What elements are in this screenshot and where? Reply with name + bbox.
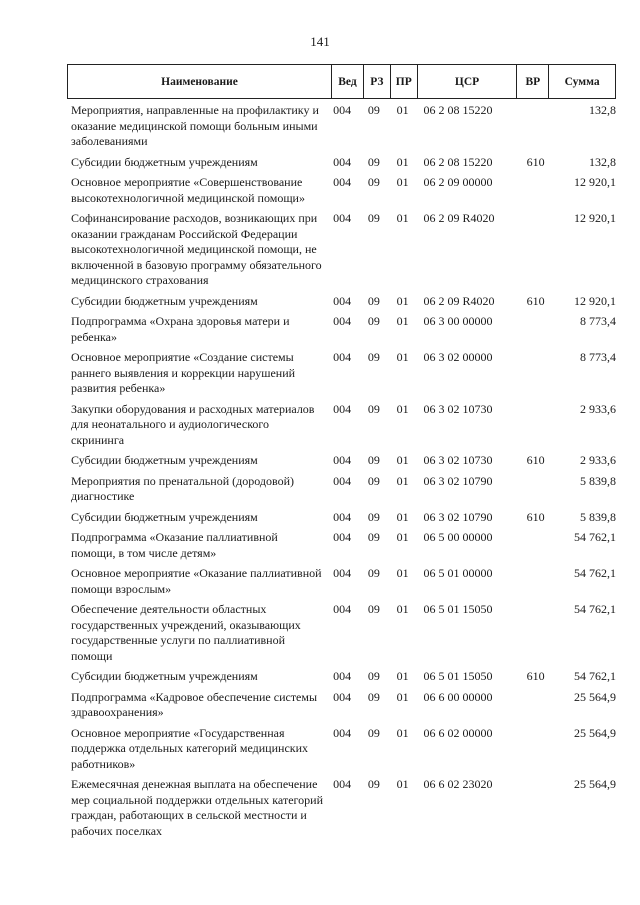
table-row	[71, 314, 616, 345]
cell-pr: 01	[396, 777, 409, 791]
table-row	[71, 474, 616, 505]
cell-pr: 01	[396, 453, 409, 467]
cell-vr	[527, 726, 557, 773]
cell-csr: 06 3 02 10790	[423, 473, 493, 488]
cell-sum: 5 839,8	[580, 509, 616, 524]
cell-csr: 06 2 09 R4020	[423, 211, 495, 225]
table-row	[71, 453, 616, 469]
cell-ved: 004	[333, 453, 352, 467]
cell-vr	[527, 211, 557, 289]
cell-csr: 06 3 02 10730	[423, 401, 493, 416]
cell-ved: 004	[333, 509, 352, 524]
cell-ved: 004	[333, 401, 352, 416]
header-ved: Вед	[332, 65, 364, 98]
cell-rz: 09	[367, 154, 380, 169]
cell-csr: 06 6 02 23020	[423, 777, 493, 791]
cell-pr: 01	[396, 602, 409, 616]
cell-ved: 004	[333, 530, 352, 544]
cell-name: Субсидии бюджетным учреждениям	[71, 509, 258, 524]
cell-name: Субсидии бюджетным учреждениям	[71, 669, 258, 683]
table-row	[71, 602, 616, 664]
cell-sum: 54 762,1	[574, 602, 616, 616]
header-pr: ПР	[391, 65, 418, 98]
cell-ved: 004	[333, 103, 352, 117]
cell-vr	[527, 566, 557, 597]
cell-name: Подпрограмма «Оказание паллиативной помощи, в том числе детям»	[71, 530, 278, 560]
cell-ved: 004	[333, 566, 352, 580]
cell-rz: 09	[367, 175, 380, 189]
cell-vr	[527, 314, 557, 345]
cell-csr: 06 2 08 15220	[423, 154, 493, 169]
cell-pr: 01	[396, 175, 409, 189]
cell-pr: 01	[396, 103, 409, 117]
cell-vr: 610	[526, 453, 545, 467]
cell-ved: 004	[333, 689, 352, 704]
cell-name: Закупки оборудования и расходных материалов для неонатального и аудиологического скрининга	[71, 401, 315, 447]
table-row	[71, 402, 616, 449]
cell-csr: 06 6 00 00000	[423, 689, 493, 704]
cell-sum: 12 920,1	[574, 293, 616, 308]
header-name: Наименование	[68, 65, 332, 98]
cell-pr: 01	[396, 725, 409, 740]
cell-csr: 06 2 09 00000	[423, 175, 493, 189]
cell-ved: 004	[333, 602, 352, 616]
cell-vr	[527, 530, 557, 561]
cell-rz: 09	[367, 602, 380, 616]
cell-sum: 2 933,6	[580, 401, 616, 416]
table-row	[71, 294, 616, 310]
cell-ved: 004	[333, 777, 352, 791]
table-row	[71, 669, 616, 685]
cell-ved: 004	[333, 154, 352, 169]
cell-name: Основное мероприятие «Совершенствование высокотехнологичной медицинской помощи»	[71, 175, 305, 205]
table-row	[71, 350, 616, 397]
cell-vr: 610	[526, 669, 545, 683]
cell-name: Основное мероприятие «Оказание паллиативной помощи взрослым»	[71, 566, 322, 596]
cell-name: Субсидии бюджетным учреждениям	[71, 453, 258, 467]
cell-sum: 132,8	[589, 154, 616, 169]
cell-csr: 06 3 00 00000	[423, 314, 493, 328]
cell-csr: 06 3 02 00000	[423, 350, 493, 364]
cell-name: Мероприятия, направленные на профилактику и оказание медицинской помощи больным иными заболеваниями	[71, 103, 319, 148]
header-sum: Сумма	[564, 75, 600, 88]
cell-pr: 01	[396, 566, 409, 580]
cell-vr: 610	[526, 509, 545, 524]
cell-rz: 09	[367, 509, 380, 524]
cell-sum: 54 762,1	[574, 530, 616, 544]
table-row	[71, 175, 616, 206]
cell-ved: 004	[333, 350, 352, 364]
table-row	[71, 211, 616, 289]
cell-sum: 54 762,1	[574, 669, 616, 683]
cell-rz: 09	[367, 453, 380, 467]
header-rz: РЗ	[364, 65, 391, 98]
table-row	[71, 510, 616, 526]
cell-ved: 004	[333, 669, 352, 683]
cell-ved: 004	[333, 293, 352, 308]
cell-name: Основное мероприятие «Создание системы раннего выявления и коррекции нарушений развития ребенка»	[71, 350, 296, 395]
cell-name: Субсидии бюджетным учреждениям	[71, 293, 258, 308]
cell-csr: 06 5 01 00000	[423, 566, 493, 580]
cell-vr	[527, 777, 557, 839]
cell-rz: 09	[367, 669, 380, 683]
cell-rz: 09	[367, 566, 380, 580]
cell-name: Подпрограмма «Кадровое обеспечение системы здравоохранения»	[71, 689, 318, 719]
cell-sum: 5 839,8	[580, 473, 616, 488]
cell-csr: 06 5 01 15050	[423, 602, 493, 616]
cell-pr: 01	[396, 689, 409, 704]
cell-pr: 01	[396, 530, 409, 544]
table-row	[71, 777, 616, 839]
cell-sum: 8 773,4	[580, 314, 616, 328]
cell-rz: 09	[367, 689, 380, 704]
cell-vr: 610	[526, 154, 545, 169]
cell-name: Ежемесячная денежная выплата на обеспечение мер социальной поддержки отдельных категорий граждан, работающих в сельской местности и рабочих поселках	[71, 777, 323, 838]
cell-name: Софинансирование расходов, возникающих при оказании гражданам Российской Федерации высокотехнологичной медицинской помощи, не включенной в базовую программу обязательного медицинского страхования	[71, 211, 322, 287]
cell-name: Подпрограмма «Охрана здоровья матери и ребенка»	[71, 314, 290, 344]
cell-rz: 09	[367, 401, 380, 416]
cell-vr	[527, 350, 557, 397]
cell-name: Субсидии бюджетным учреждениям	[71, 154, 258, 169]
cell-sum: 12 920,1	[574, 175, 616, 189]
cell-vr	[527, 690, 557, 721]
table-row	[71, 726, 616, 773]
cell-rz: 09	[367, 211, 380, 225]
cell-pr: 01	[396, 473, 409, 488]
cell-pr: 01	[396, 669, 409, 683]
table-row	[71, 103, 616, 150]
cell-vr	[527, 175, 557, 206]
table-header	[67, 64, 616, 99]
header-vr: ВР	[517, 65, 549, 98]
cell-csr: 06 6 02 00000	[423, 725, 493, 740]
table-row	[71, 690, 616, 721]
cell-csr: 06 2 09 R4020	[423, 293, 495, 308]
cell-sum: 25 564,9	[574, 725, 616, 740]
cell-ved: 004	[333, 314, 352, 328]
cell-sum: 132,8	[589, 103, 616, 117]
table-row	[71, 530, 616, 561]
cell-rz: 09	[367, 530, 380, 544]
cell-pr: 01	[396, 350, 409, 364]
cell-name: Мероприятия по пренатальной (дородовой) диагностике	[71, 473, 294, 503]
cell-pr: 01	[396, 293, 409, 308]
cell-csr: 06 5 00 00000	[423, 530, 493, 544]
cell-name: Основное мероприятие «Государственная поддержка отдельных категорий медицинских работников»	[71, 725, 309, 771]
table-row	[71, 566, 616, 597]
cell-sum: 25 564,9	[574, 777, 616, 791]
cell-sum: 12 920,1	[574, 211, 616, 225]
cell-csr: 06 5 01 15050	[423, 669, 493, 683]
cell-ved: 004	[333, 175, 352, 189]
cell-name: Обеспечение деятельности областных государственных учреждений, оказывающих государственные услуги по паллиативной помощи	[71, 602, 301, 663]
cell-rz: 09	[367, 350, 380, 364]
cell-vr	[527, 602, 557, 664]
cell-csr: 06 3 02 10790	[423, 509, 493, 524]
cell-pr: 01	[396, 314, 409, 328]
cell-pr: 01	[396, 211, 409, 225]
cell-sum: 25 564,9	[574, 689, 616, 704]
cell-pr: 01	[396, 401, 409, 416]
cell-rz: 09	[367, 293, 380, 308]
cell-rz: 09	[367, 314, 380, 328]
cell-csr: 06 3 02 10730	[423, 453, 493, 467]
cell-vr	[527, 474, 557, 505]
cell-vr: 610	[526, 293, 545, 308]
cell-vr	[527, 103, 557, 150]
cell-pr: 01	[396, 154, 409, 169]
cell-rz: 09	[367, 473, 380, 488]
cell-pr: 01	[396, 509, 409, 524]
cell-vr	[527, 402, 557, 449]
cell-ved: 004	[333, 725, 352, 740]
cell-csr: 06 2 08 15220	[423, 103, 493, 117]
cell-ved: 004	[333, 211, 352, 225]
header-csr: ЦСР	[418, 65, 518, 98]
page-number: 141	[310, 34, 330, 49]
cell-sum: 2 933,6	[580, 453, 616, 467]
cell-rz: 09	[367, 777, 380, 791]
cell-rz: 09	[367, 725, 380, 740]
cell-ved: 004	[333, 473, 352, 488]
table-body	[71, 103, 616, 844]
table-row	[71, 155, 616, 171]
cell-sum: 54 762,1	[574, 566, 616, 580]
cell-rz: 09	[367, 103, 380, 117]
cell-sum: 8 773,4	[580, 350, 616, 364]
